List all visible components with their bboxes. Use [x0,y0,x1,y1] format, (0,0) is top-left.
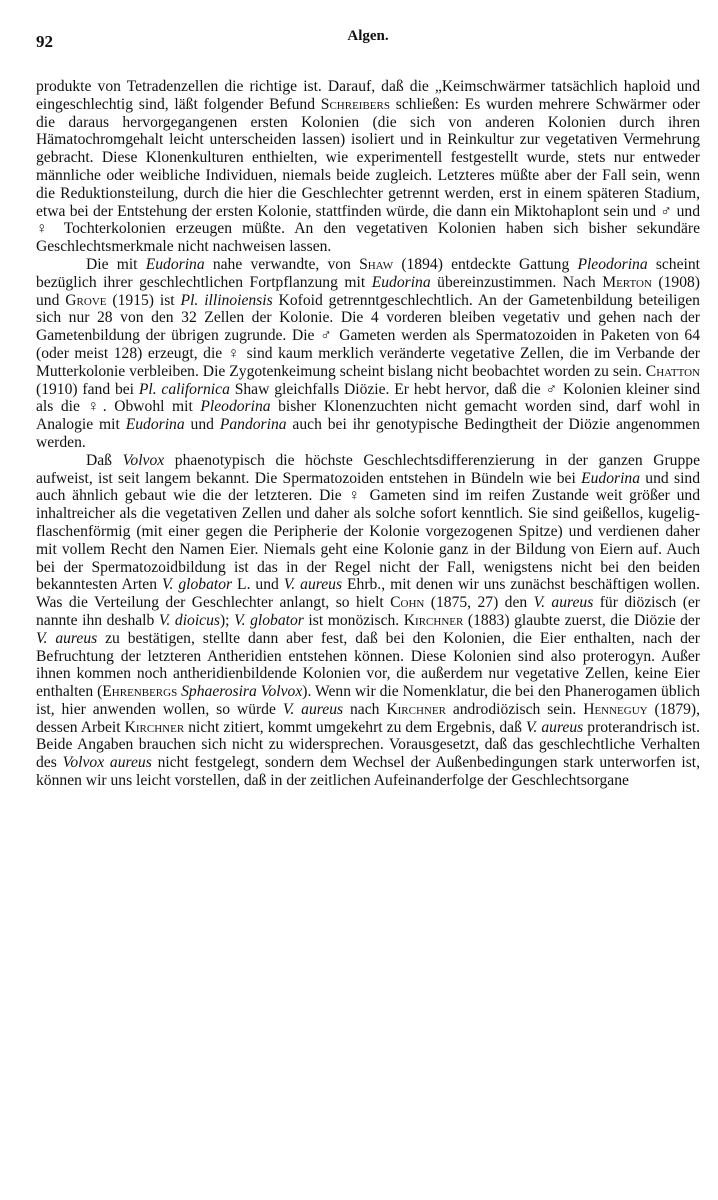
text-run: ). Wenn wir die Nomenklatur, die bei den Phanerogamen üblich ist, hier anwenden wollen, so würde [36,683,700,718]
text-run: ist monözisch. [303,611,404,629]
text-run: ); [219,611,235,629]
italic-term: V. aureus [525,718,584,736]
text-run: produkte von Tetradenzellen die richtige ist. Darauf, daß die „Keimschwärmer tatsächlich haploid und eingeschlechtig sind, läßt folgender Befund [36,78,700,113]
italic-term: V. aureus [533,594,594,612]
text-run: (1910) fand bei [36,380,139,398]
text-run: Kofoid getrenntgeschlechtlich. An der Gametenbildung beteiligen sich nur 28 von den 32 Zellen der Kolonie. Die 4 vorderen bleiben vegetativ und gehen nach der Gametenbildung der übrigen zugrunde. Die ♂ Gameten werden als Spermatozoiden in Paketen von 64 (oder meist 128) erzeugt, die ♀ sind kaum merklich veränderte vegetative Zellen, die im Verbande der Mutterkolonie verbleiben. Die Zygotenkeimung scheint bislang nicht beobachtet worden zu sein. [36,291,700,380]
italic-term: Eudorina [145,255,205,273]
italic-term: Pl. californica [138,380,230,398]
text-run: zu bestätigen, stellte dann aber fest, daß bei den Kolonien, die Eier enthalten, nach der Befruchtung der letzteren Antheridien entstehen können. Diese Kolonien sind also proterogyn. Außer ihnen kommen noch antheridienbildende Kolonien vor, die außerdem nur vegetative Zellen, keine Eier enthalten ( [36,629,700,701]
italic-term: Eudorina [125,416,185,434]
italic-term: V. globator [161,576,233,594]
italic-term: V. aureus [36,629,98,647]
italic-term: Eudorina [581,469,641,487]
text-run: für diözisch (er nannte ihn deshalb [36,594,700,629]
text-run: schließen: Es wurden mehrere Schwärmer oder die daraus hervorgegangenen ersten Kolonien (die sich von anderen Kolonien durch ihren Hämatochromgehalt leicht unterscheiden lassen) isoliert und in Reinkultur zur vegetativen Vermehrung gebracht. Diese Klonenkulturen enthielten, wie experimentell festgestellt wurde, stets nur entweder männliche oder weibliche Individuen, niemals beide zugleich. Letzteres müßte aber der Fall sein, wenn die Reduktionsteilung, durch die hier die Geschlechter getrennt werden, erst in einem späteren Stadium, etwa bei der Entstehung der ersten Kolonie, stattfinden würde, die dann ein Miktohaplont sein und ♂ und ♀ Tochterkolonien erzeugen müßte. An den vegetativen Kolonien haben sich bisher sekundäre Geschlechtsmerkmale nicht nachweisen lassen. [36,95,700,256]
text-run: scheint bezüglich ihrer geschlechtlichen Fortpflanzung mit [36,255,700,291]
author-name: Henneguy [583,700,648,718]
text-run: und [184,416,220,434]
text-run: Ehrb., mit denen wir uns zunächst beschäftigen wollen. Was die Verteilung der Geschlechter anlangt, so hielt [36,576,701,612]
text-run: (1879), dessen Arbeit [36,700,701,736]
author-name: Kirchner [403,611,464,629]
author-name: Shaw [359,255,394,273]
text-run: nicht festgelegt, sondern dem Wechsel der Außenbedingungen stark unterworfen ist, können wir uns leicht vorstellen, daß in der zeitlichen Aufeinanderfolge der Geschlechtsorgane [36,754,700,790]
text-run: Daß [86,451,123,469]
author-name: Chatton [645,362,700,380]
italic-term: V. aureus [282,700,344,718]
author-name: Kirchner [386,700,446,718]
author-name: Grove [65,291,107,309]
paragraph [36,452,700,790]
italic-term: Sphaerosira Volvox [181,683,303,701]
text-run: nicht zitiert, kommt umgekehrt zu dem Ergebnis, daß [184,718,526,736]
author-name: Kirchner [124,718,185,736]
text-run: L. und [232,576,284,594]
text-run: (1915) ist [106,291,181,309]
italic-term: Pl. illinoiensis [180,291,273,309]
author-name: Cohn [390,594,425,612]
italic-term: V. globator [234,611,304,629]
text-run: (1908) und [36,273,700,309]
italic-term: Volvox aureus [62,754,152,772]
running-title: Algen. [347,28,389,44]
italic-term: V. aureus [283,576,343,594]
paragraph [36,78,700,256]
text-run: (1883) glaubte zuerst, die Diözie der [463,611,701,629]
text-run: nach [343,700,387,718]
text-run: (1894) entdeckte Gattung [393,255,578,273]
italic-term: Pandorina [219,416,287,434]
paragraph [36,256,700,452]
italic-term: Eudorina [371,273,431,291]
italic-term: Pleodorina [200,398,271,416]
text-run: übereinzustimmen. Nach [430,273,603,291]
author-name: Merton [602,273,652,291]
text-run: (1875, 27) den [424,594,534,612]
author-name: Ehrenbergs [102,683,178,701]
text-run: auch bei ihr genotypische Bedingtheit der Diözie angenommen werden. [36,416,700,451]
text-run: und sind auch ähnlich gebaut wie die der letzteren. Die ♀ Gameten sind im reifen Zustande weit größer und inhaltreicher als die vegetativen Zellen und daher als solche sofort kenntlich. Sie sind geißellos, kugelig-flaschenförmig (mit einer gegen die Peripherie der Kolonie vorgezogenen Spitze) und verdienen daher mit vollem Recht den Namen Eier. Niemals geht eine Kolonie ganz in der Bildung von Eiern auf. Auch bei der Spermatozoidbildung ist das in der Regel nicht der Fall, wenigstens nicht bei den beiden bekanntesten Arten [36,469,700,594]
body-text [36,78,700,790]
italic-term: Pleodorina [577,255,648,273]
text-run: androdiözisch sein. [445,700,584,718]
running-head [36,28,700,58]
page-number: 92 [36,32,53,51]
text-run: proterandrisch ist. Beide Angaben brauchen sich nicht zu widersprechen. Vorausgesetzt, daß das geschlechtliche Verhalten des [36,718,700,772]
author-name: Schreibers [320,95,390,113]
text-run: Die mit [86,255,146,273]
text-run: phaenotypisch die höchste Geschlechtsdifferenzierung in der ganzen Gruppe aufweist, ist seit langem bekannt. Die Spermatozoiden entstehen in Bündeln wie bei [36,451,700,487]
italic-term: Volvox [122,451,165,469]
italic-term: V. dioicus [158,611,220,629]
text-run: nahe verwandte, von [204,255,360,273]
text-run: Shaw gleichfalls Diözie. Er hebt hervor, daß die ♂ Kolonien kleiner sind als die ♀. Obwohl mit [36,380,701,416]
text-run: bisher Klonenzuchten nicht gemacht worden sind, darf wohl in Analogie mit [36,398,701,434]
